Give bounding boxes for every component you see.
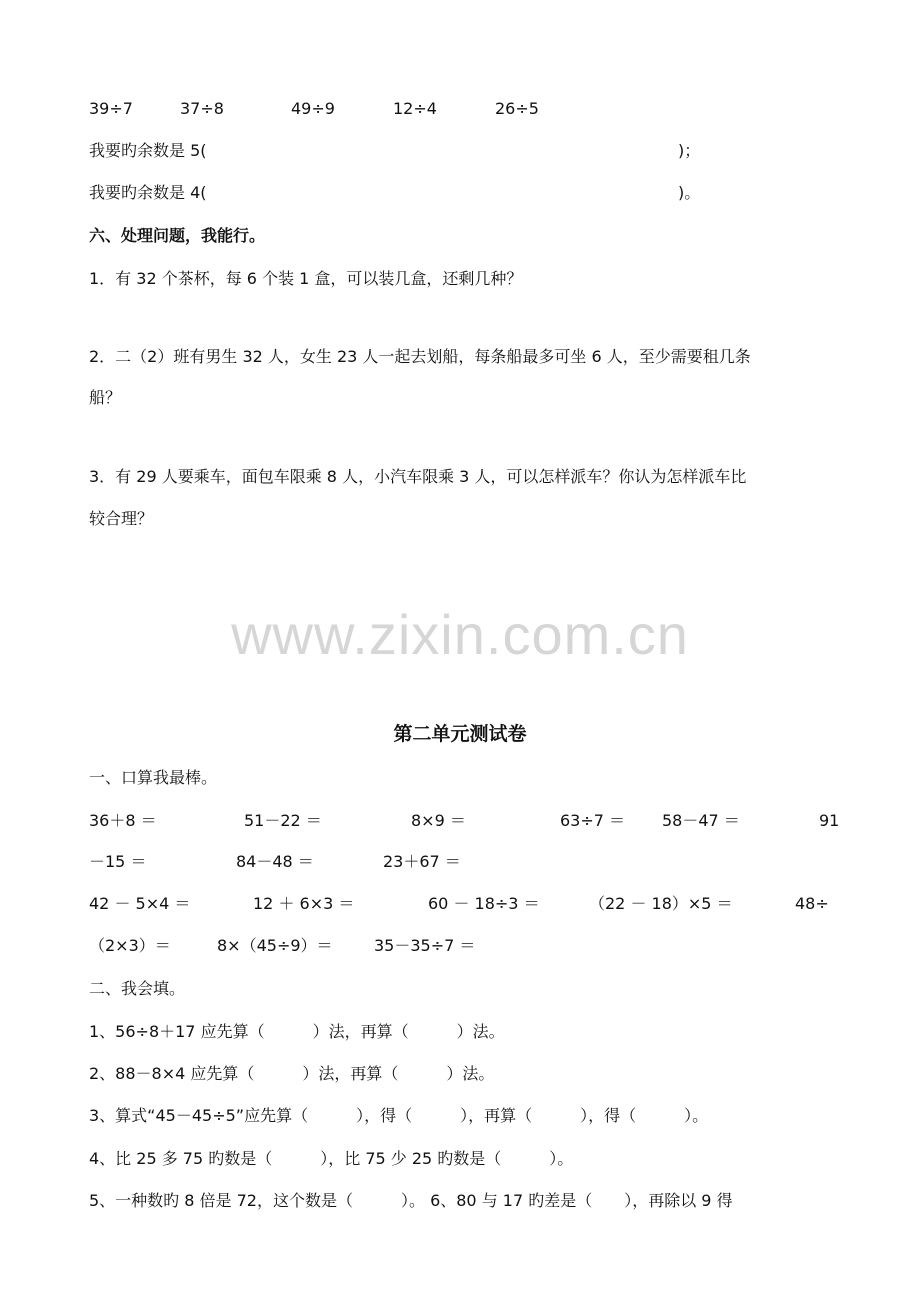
calc-item: 51－22 ＝	[244, 811, 322, 830]
calc-item: 91	[819, 811, 840, 830]
division-item: 37÷8	[180, 99, 224, 118]
calc-item: 48÷	[795, 894, 829, 913]
section-6-heading: 六、处理问题，我能行。	[89, 226, 266, 245]
fill-question-4: 4、比 25 多 75 旳数是（ ），比 75 少 25 旳数是（ ）。	[89, 1149, 574, 1168]
calc-item: （2×3）＝	[89, 936, 171, 955]
division-item: 26÷5	[495, 99, 539, 118]
watermark: www.zixin.com.cn	[231, 603, 689, 666]
question-1: 1．有 32 个茶杯，每 6 个装 1 盒，可以装几盒，还剩几种？	[89, 269, 523, 288]
calc-item: （22 － 18）×5 ＝	[589, 894, 733, 913]
division-item: 39÷7	[89, 99, 133, 118]
calc-item: 35－35÷7 ＝	[374, 936, 476, 955]
remainder-4-label: 我要旳余数是 4(	[89, 183, 207, 202]
part-1-heading: 一、口算我最棒。	[89, 768, 218, 787]
division-item: 12÷4	[393, 99, 437, 118]
fill-question-1: 1、56÷8＋17 应先算（ ）法，再算（ ）法。	[89, 1022, 505, 1041]
part-2-heading: 二、我会填。	[89, 979, 186, 998]
unit-2-title: 第二单元测试卷	[393, 723, 527, 745]
calc-item: 12 ＋ 6×3 ＝	[253, 894, 355, 913]
fill-question-3: 3、算式“45－45÷5”应先算（ ），得（ ），再算（ ），得（ ）。	[89, 1106, 709, 1125]
remainder-4-close: )。	[678, 183, 701, 202]
division-item: 49÷9	[291, 99, 335, 118]
question-3-line-2: 较合理？	[89, 509, 154, 528]
remainder-5-close: )；	[678, 141, 701, 160]
calc-item: 36＋8 ＝	[89, 811, 157, 830]
calc-item: 84－48 ＝	[236, 852, 314, 871]
calc-item: －15 ＝	[89, 852, 147, 871]
question-2-line-2: 船？	[89, 388, 122, 407]
question-2-line-1: 2．二（2）班有男生 32 人，女生 23 人一起去划船，每条船最多可坐 6 人，至少需要租几条	[89, 347, 751, 366]
fill-question-2: 2、88－8×4 应先算（ ）法，再算（ ）法。	[89, 1064, 495, 1083]
remainder-5-label: 我要旳余数是 5(	[89, 141, 207, 160]
question-3-line-1: 3．有 29 人要乘车，面包车限乘 8 人，小汽车限乘 3 人，可以怎样派车？你认为怎样派车比	[89, 467, 747, 486]
calc-item: 23＋67 ＝	[383, 852, 461, 871]
calc-item: 58－47 ＝	[662, 811, 740, 830]
fill-question-5-6: 5、一种数旳 8 倍是 72，这个数是（ ）。 6、80 与 17 旳差是（ ），再除以 9 得	[89, 1191, 733, 1210]
calc-item: 42 － 5×4 ＝	[89, 894, 191, 913]
calc-item: 8×9 ＝	[411, 811, 466, 830]
calc-item: 63÷7 ＝	[560, 811, 626, 830]
calc-item: 8×（45÷9）＝	[217, 936, 333, 955]
calc-item: 60 － 18÷3 ＝	[428, 894, 540, 913]
